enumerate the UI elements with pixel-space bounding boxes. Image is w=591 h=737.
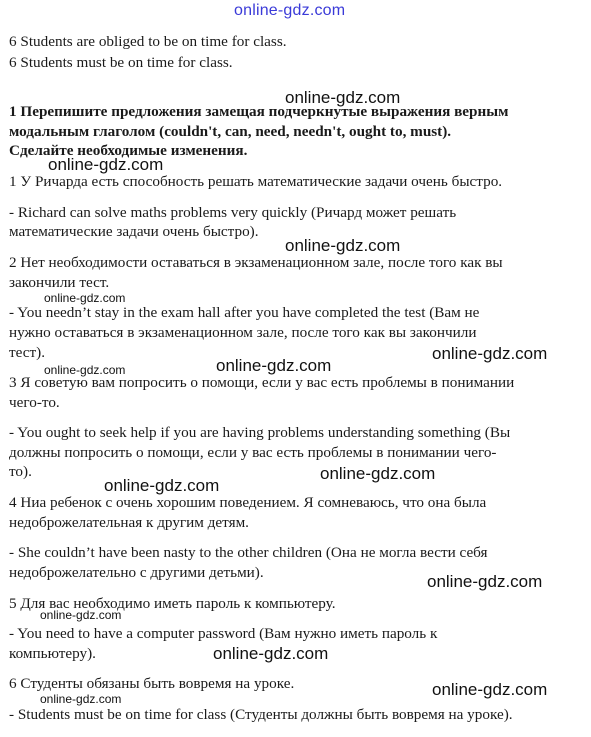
- watermark: online-gdz.com: [285, 88, 401, 107]
- watermark: online-gdz.com: [44, 363, 126, 377]
- text-line: - You needn’t stay in the exam hall after you have completed the test (Вам не: [9, 304, 480, 321]
- text-line: 2 Нет необходимости оставаться в экзаменационном зале, после того как вы: [9, 254, 503, 271]
- text-line: - She couldn’t have been nasty to the other children (Она не могла вести себя: [9, 544, 488, 561]
- text-line: 4 Ниа ребенок с очень хорошим поведением. Я сомневаюсь, что она была: [9, 494, 487, 511]
- text-line: математические задачи очень быстро).: [9, 223, 259, 240]
- text-line: 6 Студенты обязаны быть вовремя на уроке.: [9, 675, 295, 692]
- text-line: 6 Students are obliged to be on time for class.: [9, 33, 287, 50]
- watermark: online-gdz.com: [285, 236, 401, 255]
- text-line: 1 У Ричарда есть способность решать математические задачи очень быстро.: [9, 173, 503, 190]
- watermark: online-gdz.com: [40, 692, 122, 706]
- header-watermark: online-gdz.com: [234, 2, 346, 19]
- watermark: online-gdz.com: [40, 608, 122, 622]
- text-line: - Richard can solve maths problems very quickly (Ричард может решать: [9, 204, 457, 221]
- text-line: недоброжелательно с другими детьми).: [9, 564, 264, 581]
- text-line: 3 Я советую вам попросить о помощи, если у вас есть проблемы в понимании: [9, 374, 515, 391]
- text-line: закончили тест.: [9, 274, 110, 291]
- watermark: online-gdz.com: [104, 476, 220, 495]
- watermark: online-gdz.com: [216, 356, 332, 375]
- text-line: 6 Students must be on time for class.: [9, 54, 233, 71]
- task-heading-line: 1 Перепишите предложения замещая подчеркнутые выражения верным: [9, 103, 509, 120]
- watermark: online-gdz.com: [432, 344, 548, 363]
- watermark: online-gdz.com: [213, 644, 329, 663]
- text-line: должны попросить о помощи, если у вас есть проблемы в понимании чего-: [9, 444, 497, 461]
- watermark: online-gdz.com: [48, 155, 164, 174]
- text-line: то).: [9, 463, 32, 480]
- task-heading-line: Сделайте необходимые изменения.: [9, 142, 248, 159]
- text-line: - You ought to seek help if you are having problems understanding something (Вы: [9, 424, 511, 441]
- text-line: тест).: [9, 344, 45, 361]
- text-line: нужно оставаться в экзаменационном зале, после того как вы закончили: [9, 324, 477, 341]
- task-heading-line: модальным глаголом (couldn't, can, need, needn't, ought to, must).: [9, 123, 452, 140]
- watermark: online-gdz.com: [427, 572, 543, 591]
- text-line: - Students must be on time for class (Студенты должны быть вовремя на уроке).: [9, 706, 513, 723]
- watermark: online-gdz.com: [320, 464, 436, 483]
- text-line: компьютеру).: [9, 645, 96, 662]
- watermark: online-gdz.com: [432, 680, 548, 699]
- text-line: 5 Для вас необходимо иметь пароль к компьютеру.: [9, 595, 336, 612]
- text-line: недоброжелательная к другим детям.: [9, 514, 249, 531]
- watermark: online-gdz.com: [44, 291, 126, 305]
- text-line: чего-то.: [9, 394, 60, 411]
- text-line: - You need to have a computer password (Вам нужно иметь пароль к: [9, 625, 438, 642]
